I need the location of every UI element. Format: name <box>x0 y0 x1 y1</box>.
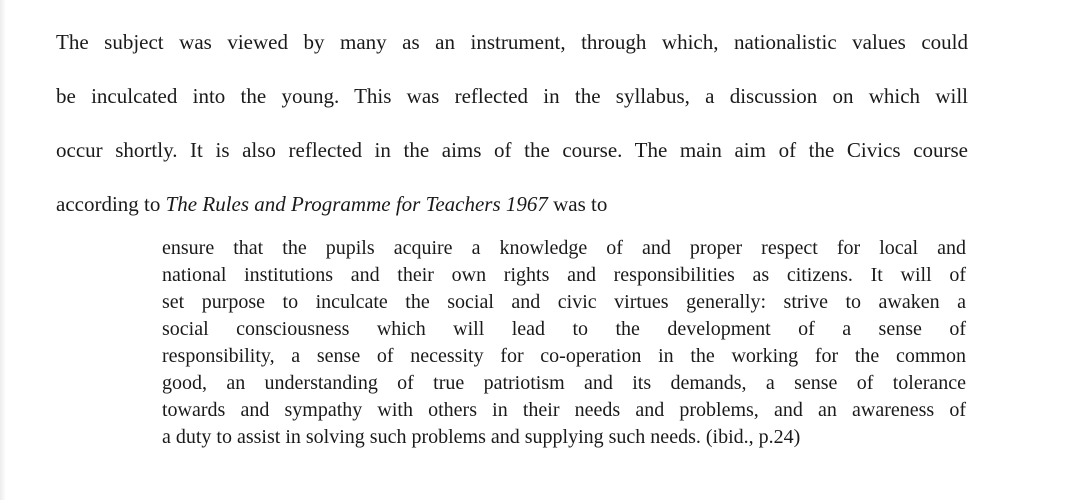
quote-line: social consciousness which will lead to the development of a sense of <box>162 318 966 340</box>
paragraph-line-4-lead: according to <box>56 192 166 216</box>
quote-line: good, an understanding of true patriotism and its demands, a sense of tolerance <box>162 372 966 394</box>
paragraph-line-4-tail: was to <box>547 192 608 216</box>
paragraph-line-4 <box>56 177 968 231</box>
quote-line-citation: a duty to assist in solving such problems and supplying such needs. (ibid., p.24) <box>162 426 801 448</box>
block-quote <box>162 235 966 451</box>
quote-line: responsibility, a sense of necessity for co-operation in the working for the common <box>162 345 966 367</box>
quote-line: national institutions and their own rights and responsibilities as citizens. It will of <box>162 264 966 286</box>
quote-line: set purpose to inculcate the social and civic virtues generally: strive to awaken a <box>162 291 966 313</box>
cited-document-title: The Rules and Programme for Teachers 1967 <box>165 192 548 216</box>
quote-line: towards and sympathy with others in their needs and problems, and an awareness of <box>162 399 966 421</box>
page-edge-shadow <box>0 0 6 500</box>
paragraph-line-3: occur shortly. It is also reflected in the aims of the course. The main aim of the Civics course <box>56 138 968 162</box>
body-paragraph <box>56 15 968 231</box>
paragraph-line-2: be inculcated into the young. This was reflected in the syllabus, a discussion on which will <box>56 84 968 108</box>
quote-line: ensure that the pupils acquire a knowledge of and proper respect for local and <box>162 237 966 259</box>
paragraph-line-1: The subject was viewed by many as an instrument, through which, nationalistic values could <box>56 30 968 54</box>
